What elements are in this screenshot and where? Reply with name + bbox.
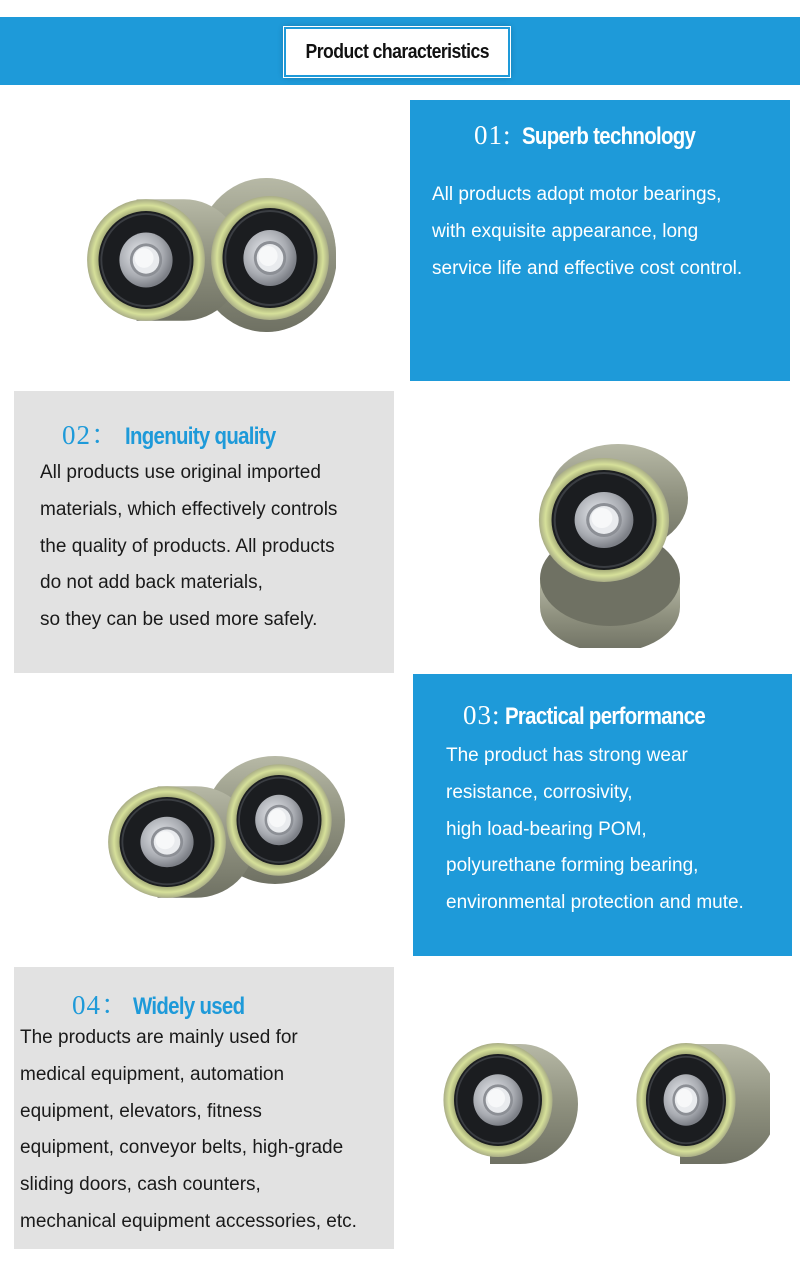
feature-heading-01 (474, 120, 726, 151)
feature-line: do not add back materials, (40, 572, 263, 594)
feature-panel-03 (413, 674, 792, 956)
feature-number-02: 02： (62, 420, 119, 450)
feature-line: the quality of products. All products (40, 535, 335, 557)
bearing-wheel-pair-side-photo (440, 1030, 770, 1170)
banner-title-box (284, 27, 510, 77)
feature-heading-04 (72, 983, 264, 1022)
bearing-wheel-pair-photo (60, 160, 380, 340)
feature-line: so they can be used more safely. (40, 609, 318, 631)
section-banner (0, 17, 800, 85)
feature-line: resistance, corrosivity, (446, 781, 633, 803)
feature-number-04: 04： (72, 990, 129, 1020)
feature-title-03: Practical performance (504, 703, 705, 730)
feature-line: medical equipment, automation (20, 1063, 285, 1085)
banner-title: Product characteristics (305, 40, 489, 63)
feature-text-02 (40, 455, 337, 639)
feature-line: All products use original imported (40, 462, 321, 483)
feature-number-03: 03: (463, 700, 501, 730)
feature-panel-04 (14, 967, 394, 1249)
feature-title-04: Widely used (133, 993, 245, 1020)
feature-line: materials, which effectively controls (40, 498, 338, 520)
feature-line: environmental protection and mute. (446, 892, 744, 914)
feature-line: high load-bearing POM, (446, 818, 647, 840)
feature-line: with exquisite appearance, long (432, 220, 699, 242)
feature-text-04 (20, 1020, 357, 1241)
bearing-wheel-pair-angled-photo (95, 748, 355, 908)
feature-text-03 (446, 738, 744, 922)
feature-title-01: Superb technology (521, 123, 696, 150)
feature-line: equipment, elevators, fitness (20, 1100, 262, 1122)
feature-heading-02 (62, 413, 303, 452)
bearing-wheel-stack-photo (520, 438, 700, 648)
feature-line: equipment, conveyor belts, high-grade (20, 1137, 344, 1159)
feature-title-02: Ingenuity quality (125, 423, 276, 450)
feature-panel-01 (410, 100, 790, 381)
feature-text-01 (432, 177, 742, 287)
feature-line: The product has strong wear (446, 745, 688, 766)
feature-panel-02 (14, 391, 394, 673)
feature-line: service life and effective cost control. (432, 257, 743, 279)
feature-line: mechanical equipment accessories, etc. (20, 1210, 357, 1232)
feature-line: polyurethane forming bearing, (446, 855, 699, 877)
feature-line: The products are mainly used for (20, 1027, 298, 1048)
feature-number-01: 01: (474, 120, 512, 150)
feature-heading-03 (463, 700, 740, 731)
feature-line: sliding doors, cash counters, (20, 1174, 261, 1196)
feature-line: All products adopt motor bearings, (432, 184, 722, 205)
